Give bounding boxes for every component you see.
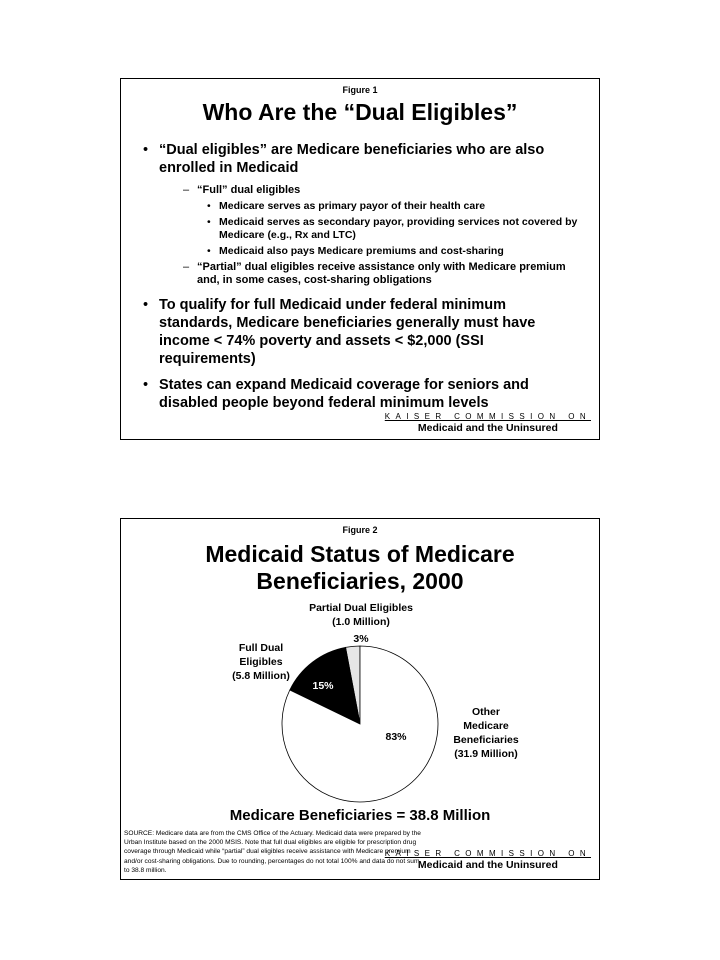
label-text: Other — [471, 706, 500, 718]
sub-list — [159, 184, 581, 288]
sub-bullet-full — [159, 184, 581, 258]
bullet-list — [143, 141, 581, 420]
label-text: Partial Dual Eligibles — [309, 602, 413, 614]
bullet-text: “Dual eligibles” are Medicare beneficiaries who are also enrolled in Medicaid — [159, 142, 545, 176]
label-text: Full Dual — [238, 642, 284, 654]
sub-sub-list — [159, 200, 581, 258]
label-text: Medicare — [463, 720, 509, 732]
label-text: Beneficiaries — [453, 734, 519, 746]
label-text: (5.8 Million) — [232, 670, 290, 682]
label-text: (31.9 Million) — [454, 748, 518, 760]
bullet-states: • States can expand Medicaid coverage for seniors and disabled people beyond federal minimum levels — [143, 376, 581, 412]
kaiser-line-2: Medicaid and the Uninsured — [417, 422, 558, 434]
sub-sub-bullet: • Medicare serves as primary payor of their health care — [159, 200, 581, 213]
sub-sub-bullet: • Medicaid also pays Medicare premiums and cost-sharing — [159, 245, 581, 258]
pct-partial: 3% — [353, 633, 369, 645]
label-text: Eligibles — [239, 656, 283, 668]
sub-bullet-text: “Full” dual eligibles — [197, 184, 301, 196]
total-beneficiaries: Medicare Beneficiaries = 38.8 Million — [229, 807, 491, 824]
pct-full: 15% — [312, 680, 334, 692]
kaiser-logo — [385, 412, 591, 434]
slide-figure-1 — [120, 78, 600, 440]
kaiser-logo — [385, 849, 591, 871]
sub-bullet-partial: – “Partial” dual eligibles receive assistance only with Medicare premium and, in some cases, cost-sharing obligations — [159, 261, 581, 288]
slide-title-line-1: Medicaid Status of Medicare — [205, 541, 515, 567]
figure-label: Figure 1 — [342, 85, 378, 95]
bullet-qualify: • To qualify for full Medicaid under federal minimum standards, Medicare beneficiaries generally must have income < 74% poverty and assets < $2,000 (SSI requirements) — [143, 296, 581, 368]
slide-figure-2 — [120, 518, 600, 880]
kaiser-line-1: KAISER COMMISSION ON — [384, 849, 591, 858]
slide-title: Who Are the “Dual Eligibles” — [202, 99, 518, 125]
kaiser-line-1: KAISER COMMISSION ON — [384, 412, 591, 421]
slide-title-line-2: Beneficiaries, 2000 — [256, 568, 464, 594]
label-partial-dual — [271, 601, 451, 646]
pie-chart — [280, 644, 440, 804]
label-text: (1.0 Million) — [332, 616, 390, 628]
kaiser-line-2: Medicaid and the Uninsured — [417, 859, 558, 871]
bullet-dual-eligibles — [143, 141, 581, 288]
sub-sub-bullet: • Medicaid serves as secondary payor, providing services not covered by Medicare (e.g., Rx and LTC) — [159, 216, 581, 242]
figure-label: Figure 2 — [342, 525, 378, 535]
label-other-medicare — [446, 705, 526, 761]
pct-other: 83% — [385, 731, 407, 743]
source-note: SOURCE: Medicare data are from the CMS Office of the Actuary. Medicaid data were prepared by the Urban Institute based on the 2000 MSIS. Note that full dual eligibles are eligible for prescription drug coverage through Medicaid while “partial” dual eligibles receive assistance with Medicare premium and/or cost-sharing obligations. Due to rounding, percentages do not total 100% and data do not sum to 38.8 million. — [124, 830, 421, 874]
